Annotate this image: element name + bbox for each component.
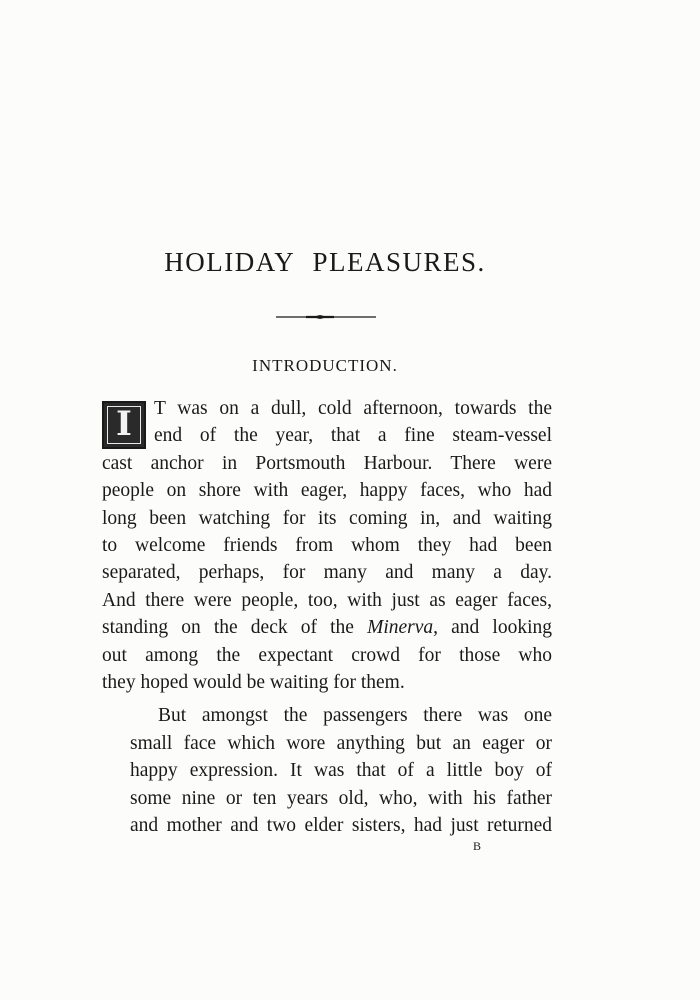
text-segment: standing on the deck of the <box>102 617 354 639</box>
paragraph-line: people on shore with eager, happy faces, who had <box>102 480 552 502</box>
body-text <box>102 395 552 840</box>
text-segment: , and looking <box>433 617 553 639</box>
paragraph-line-with-ship-name <box>102 614 552 641</box>
paragraph-line: separated, perhaps, for many and many a day. <box>102 562 552 584</box>
paragraph-line: end of the year, that a fine steam-vessel <box>154 425 552 447</box>
page-title-text: HOLIDAY PLEASURES. <box>164 247 486 277</box>
paragraph-2 <box>102 702 552 839</box>
paragraph-line: happy expression. It was that of a little boy of <box>130 760 552 782</box>
paragraph-line: they hoped would be waiting for them. <box>102 672 405 694</box>
ornament-rule-icon <box>276 310 376 324</box>
dropcap-ornament-icon <box>102 401 146 449</box>
paragraph-line: to welcome friends from whom they had been <box>102 535 552 557</box>
paragraph-line: small face which wore anything but an eager or <box>130 732 552 754</box>
paragraph-1 <box>102 395 552 696</box>
ship-name: Minerva <box>367 617 434 639</box>
paragraph-line: out among the expectant crowd for those who <box>102 644 552 666</box>
paragraph-line: some nine or ten years old, who, with his father <box>130 787 552 809</box>
section-heading: INTRODUCTION. <box>252 356 398 375</box>
dropcap-letter: I <box>107 406 141 444</box>
paragraph-line: long been watching for its coming in, and waiting <box>102 507 552 529</box>
paragraph-line: cast anchor in Portsmouth Harbour. There were <box>102 452 552 474</box>
page-title <box>0 247 650 278</box>
paragraph-line: And there were people, too, with just as eager faces, <box>102 589 552 611</box>
signature-mark: B <box>473 839 483 853</box>
paragraph-line: T was on a dull, cold afternoon, towards the <box>154 398 552 419</box>
paragraph-line: and mother and two elder sisters, had just returned <box>130 815 552 837</box>
paragraph-line: But amongst the passengers there was one <box>158 705 552 727</box>
